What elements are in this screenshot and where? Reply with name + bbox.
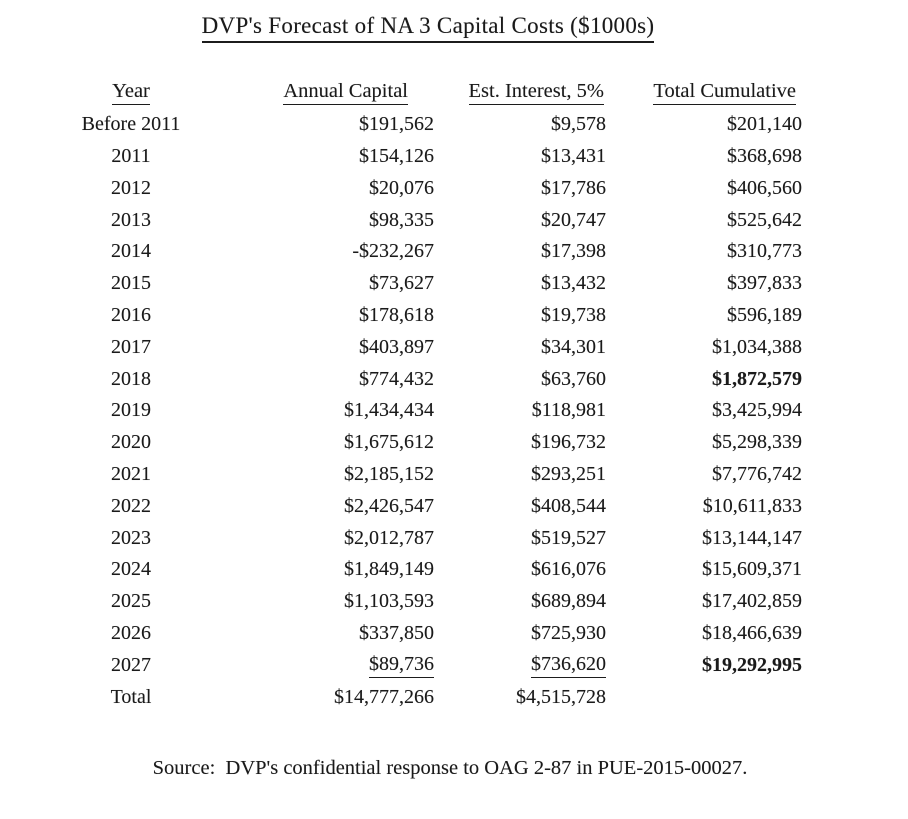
annual-capital-cell: $178,618: [359, 303, 434, 326]
est-interest-cell: $408,544: [531, 494, 606, 517]
table-row: [50, 618, 802, 650]
table-row: [50, 490, 802, 522]
table-row: [50, 427, 802, 459]
est-interest-cell: $9,578: [551, 113, 606, 136]
year-cell: 2017: [111, 335, 151, 358]
annual-capital-cell: -$232,267: [352, 240, 434, 263]
year-cell: 2016: [111, 303, 151, 326]
annual-capital-cell: $1,849,149: [344, 558, 434, 581]
est-interest-cell: $20,747: [541, 208, 606, 231]
page-title: DVP's Forecast of NA 3 Capital Costs ($1000s): [202, 13, 655, 43]
total-cumulative-cell: $18,466,639: [702, 621, 802, 644]
table-row: [50, 554, 802, 586]
table-row: [50, 363, 802, 395]
est-interest-cell: $118,981: [531, 399, 606, 422]
est-interest-cell: $736,620: [434, 649, 606, 681]
table-row: [50, 109, 802, 141]
annual-capital-cell: $403,897: [359, 335, 434, 358]
total-cumulative-cell: $310,773: [727, 240, 802, 263]
est-interest-cell: $616,076: [531, 558, 606, 581]
total-cumulative-cell: $1,034,388: [712, 335, 802, 358]
annual-capital-cell: $154,126: [359, 144, 434, 167]
column-header-total-cumulative: Total Cumulative: [606, 77, 802, 109]
table-row: [50, 236, 802, 268]
annual-capital-cell: $337,850: [359, 621, 434, 644]
est-interest-cell: $4,515,728: [516, 685, 606, 708]
table-row: [50, 331, 802, 363]
year-cell: Before 2011: [81, 113, 181, 136]
year-cell: 2020: [111, 431, 151, 454]
column-header-annual-capital: Annual Capital: [212, 77, 434, 109]
table-row: [50, 204, 802, 236]
table-row: [50, 141, 802, 173]
total-cumulative-cell: $13,144,147: [702, 526, 802, 549]
table-row: [50, 681, 802, 713]
est-interest-cell: $17,398: [541, 240, 606, 263]
annual-capital-cell: $2,185,152: [344, 462, 434, 485]
total-cumulative-cell: $1,872,579: [712, 367, 802, 390]
est-interest-cell: $13,431: [541, 144, 606, 167]
total-cumulative-cell: $397,833: [727, 272, 802, 295]
table-row: [50, 522, 802, 554]
year-cell: 2026: [111, 621, 151, 644]
capital-costs-table: [50, 77, 802, 713]
est-interest-cell: $17,786: [541, 176, 606, 199]
table-row: [50, 649, 802, 681]
table-row: [50, 459, 802, 491]
annual-capital-cell: $73,627: [369, 272, 434, 295]
total-cumulative-cell: $596,189: [727, 303, 802, 326]
total-cumulative-cell: $15,609,371: [702, 558, 802, 581]
column-header-year: Year: [50, 77, 212, 109]
est-interest-cell: $725,930: [531, 621, 606, 644]
year-cell: 2015: [111, 272, 151, 295]
year-cell: 2022: [111, 494, 151, 517]
total-cumulative-cell: $10,611,833: [702, 494, 802, 517]
table-row: [50, 300, 802, 332]
total-cumulative-cell: $368,698: [727, 144, 802, 167]
total-cumulative-cell: $3,425,994: [712, 399, 802, 422]
year-cell: 2023: [111, 526, 151, 549]
annual-capital-cell: $1,675,612: [344, 431, 434, 454]
year-cell: 2014: [111, 240, 151, 263]
table-row: [50, 172, 802, 204]
total-cumulative-cell: $5,298,339: [712, 431, 802, 454]
total-cumulative-cell: $17,402,859: [702, 590, 802, 613]
annual-capital-cell: $2,426,547: [344, 494, 434, 517]
total-cumulative-cell: $201,140: [727, 113, 802, 136]
total-cumulative-cell: $19,292,995: [702, 653, 802, 676]
annual-capital-cell: $191,562: [359, 113, 434, 136]
annual-capital-cell: $89,736: [212, 649, 434, 681]
est-interest-cell: $519,527: [531, 526, 606, 549]
year-cell: 2012: [111, 176, 151, 199]
est-interest-cell: $13,432: [541, 272, 606, 295]
table-row: [50, 586, 802, 618]
title-container: [0, 0, 856, 43]
annual-capital-cell: $2,012,787: [344, 526, 434, 549]
est-interest-cell: $34,301: [541, 335, 606, 358]
est-interest-cell: $63,760: [541, 367, 606, 390]
year-cell: 2025: [111, 590, 151, 613]
annual-capital-cell: $1,103,593: [344, 590, 434, 613]
total-cumulative-cell: $525,642: [727, 208, 802, 231]
table-row: [50, 268, 802, 300]
source-citation: Source: DVP's confidential response to OAG 2-87 in PUE-2015-00027.: [152, 756, 748, 779]
annual-capital-cell: $20,076: [369, 176, 434, 199]
annual-capital-cell: $14,777,266: [334, 685, 434, 708]
annual-capital-cell: $774,432: [359, 367, 434, 390]
est-interest-cell: $19,738: [541, 303, 606, 326]
year-cell: Total: [110, 685, 152, 708]
annual-capital-cell: $1,434,434: [344, 399, 434, 422]
year-cell: 2018: [111, 367, 151, 390]
annual-capital-cell: $98,335: [369, 208, 434, 231]
total-cumulative-cell: [606, 681, 802, 713]
est-interest-cell: $196,732: [531, 431, 606, 454]
est-interest-cell: $293,251: [531, 462, 606, 485]
year-cell: 2024: [111, 558, 151, 581]
total-cumulative-cell: $406,560: [727, 176, 802, 199]
year-cell: 2021: [111, 462, 151, 485]
year-cell: 2011: [111, 144, 151, 167]
year-cell: 2013: [111, 208, 151, 231]
year-cell: 2027: [111, 653, 151, 676]
year-cell: 2019: [111, 399, 151, 422]
column-header-est-interest: Est. Interest, 5%: [434, 77, 606, 109]
table-row: [50, 395, 802, 427]
table-header-row: [50, 77, 802, 109]
est-interest-cell: $689,894: [531, 590, 606, 613]
total-cumulative-cell: $7,776,742: [712, 462, 802, 485]
